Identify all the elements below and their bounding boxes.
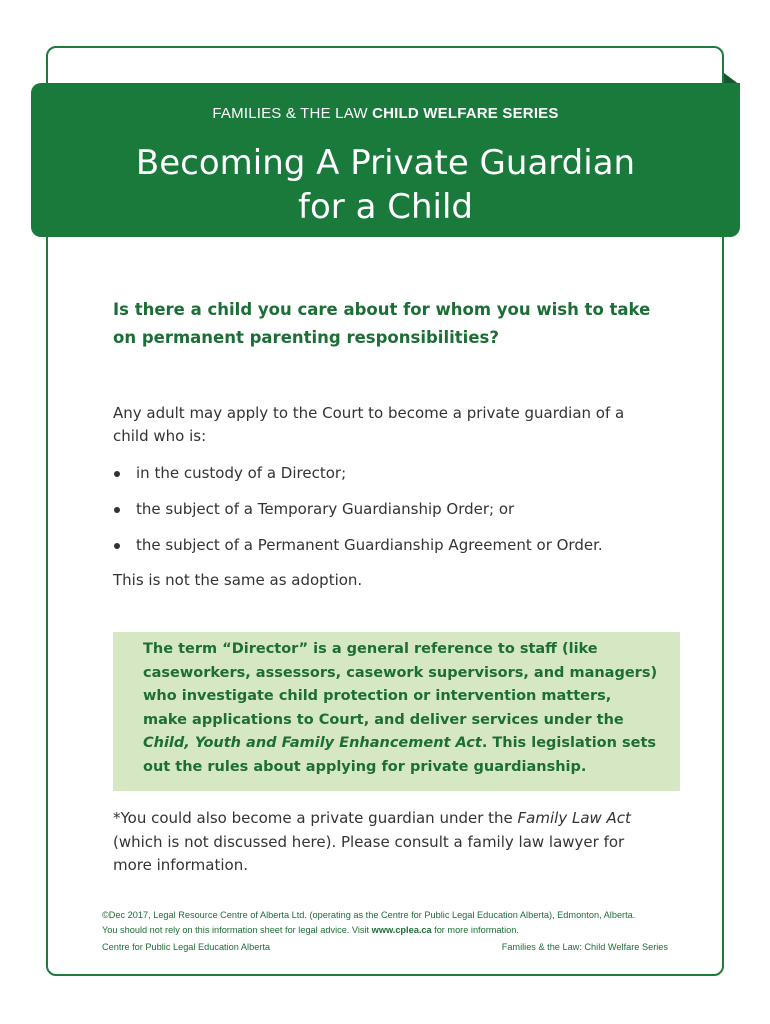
callout-text: The term “Director” is a general reference to staff (like caseworkers, assessors, casework supervisors, and managers) who investigate child protection or intervention matters, make applications to Court, and deliver services under the bbox=[143, 641, 658, 728]
intro-paragraph: Any adult may apply to the Court to become a private guardian of a child who is: bbox=[113, 404, 625, 445]
list-item: in the custody of a Director; bbox=[113, 462, 673, 498]
fla-text: *You could also become a private guardian under the bbox=[113, 809, 518, 827]
eligibility-list bbox=[113, 462, 673, 570]
lead-question: Is there a child you care about for whom you wish to take on permanent parenting responsibilities? bbox=[113, 300, 651, 347]
series-name: CHILD WELFARE SERIES bbox=[372, 105, 559, 122]
advice-text: You should not rely on this information sheet for legal advice. Visit bbox=[102, 925, 372, 935]
footer-disclaimer bbox=[102, 908, 682, 938]
website-link[interactable]: www.cplea.ca bbox=[371, 925, 432, 935]
advice-text-end: for more information. bbox=[431, 925, 519, 935]
callout-text-end: . This legislation sets out the rules about applying for private guardianship. bbox=[143, 735, 657, 775]
header-banner bbox=[31, 83, 740, 237]
family-law-act-note bbox=[113, 807, 663, 878]
series-prefix: FAMILIES & THE LAW bbox=[212, 105, 368, 122]
director-definition-callout bbox=[113, 632, 680, 791]
page-title bbox=[31, 141, 740, 229]
series-label bbox=[31, 105, 740, 122]
fla-act-name: Family Law Act bbox=[517, 809, 631, 827]
footer-series: Families & the Law: Child Welfare Series bbox=[501, 942, 668, 952]
fla-text-end: (which is not discussed here). Please consult a family law lawyer for more information. bbox=[113, 832, 625, 874]
footer-org: Centre for Public Legal Education Alberta bbox=[102, 942, 271, 952]
list-item: the subject of a Temporary Guardianship Order; or bbox=[113, 498, 673, 534]
title-line-2: for a Child bbox=[298, 187, 473, 227]
advice-line bbox=[102, 923, 682, 938]
title-line-1: Becoming A Private Guardian bbox=[135, 143, 636, 183]
callout-act-name: Child, Youth and Family Enhancement Act bbox=[143, 735, 482, 751]
list-item: the subject of a Permanent Guardianship Agreement or Order. bbox=[113, 534, 673, 570]
not-adoption-note: This is not the same as adoption. bbox=[113, 571, 363, 589]
copyright-line: ©Dec 2017, Legal Resource Centre of Alberta Ltd. (operating as the Centre for Public Legal Education Alberta), Edmonton, Alberta. bbox=[102, 910, 636, 920]
